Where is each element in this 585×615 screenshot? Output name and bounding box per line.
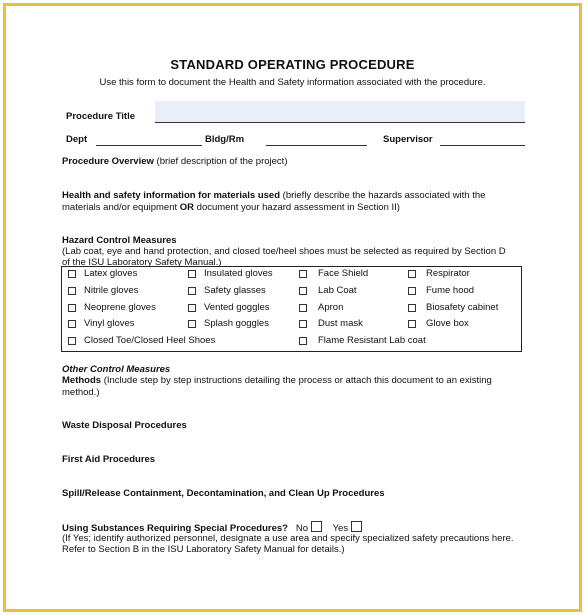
- checkbox-latex-gloves[interactable]: [68, 270, 76, 278]
- checkbox-fume-hood[interactable]: [408, 287, 416, 295]
- health-text2b: OR: [179, 202, 195, 213]
- no-label: No: [295, 523, 309, 534]
- special-line1: (If Yes; identify authorized personnel, designate a use area and specify specialized safety precautions here.: [62, 533, 514, 544]
- checkbox-lab-coat[interactable]: [299, 287, 307, 295]
- document-subtitle: Use this form to document the Health and Safety information associated with the procedure.: [99, 77, 486, 88]
- methods-label: Methods: [62, 375, 102, 386]
- yes-checkbox[interactable]: [351, 521, 362, 532]
- special-line2: Refer to Section B in the ISU Laboratory Safety Manual for details.): [62, 544, 345, 555]
- document-title: STANDARD OPERATING PROCEDURE: [170, 57, 415, 72]
- label-lab-coat: Lab Coat: [318, 285, 357, 296]
- hazard-line2: of the ISU Laboratory Safety Manual.): [62, 257, 222, 268]
- procedure-title-label: Procedure Title: [66, 111, 135, 122]
- health-text1: (briefly describe the hazards associated with the: [280, 190, 486, 201]
- label-respirator: Respirator: [426, 268, 470, 279]
- checkbox-neoprene-gloves[interactable]: [68, 304, 76, 312]
- checkbox-dust-mask[interactable]: [299, 320, 307, 328]
- label-biosafety-cabinet: Biosafety cabinet: [426, 302, 499, 313]
- checkbox-vinyl-gloves[interactable]: [68, 320, 76, 328]
- health-text2a: materials and/or equipment: [62, 202, 180, 213]
- checkbox-insulated-gloves[interactable]: [188, 270, 196, 278]
- health-safety-line1: [62, 190, 485, 202]
- label-fume-hood: Fume hood: [426, 285, 475, 296]
- supervisor-field[interactable]: [440, 145, 525, 146]
- first-aid-heading: First Aid Procedures: [62, 454, 156, 465]
- dept-field[interactable]: [96, 145, 202, 146]
- checkbox-apron[interactable]: [299, 304, 307, 312]
- health-label: Health and safety information for materials used: [62, 190, 281, 201]
- health-safety-line2: [62, 202, 400, 214]
- label-vinyl-gloves: Vinyl gloves: [84, 318, 135, 329]
- label-latex-gloves: Latex gloves: [84, 268, 138, 279]
- checkbox-glove-box[interactable]: [408, 320, 416, 328]
- yes-label: Yes: [332, 523, 349, 534]
- checkbox-biosafety-cabinet[interactable]: [408, 304, 416, 312]
- supervisor-label: Supervisor: [383, 134, 433, 145]
- label-vented-goggles: Vented goggles: [204, 302, 270, 313]
- checkbox-nitrile-gloves[interactable]: [68, 287, 76, 295]
- label-glove-box: Glove box: [426, 318, 469, 329]
- procedure-title-field[interactable]: [155, 101, 525, 122]
- hazard-line1: (Lab coat, eye and hand protection, and closed toe/heel shoes must be selected as required by Section D: [62, 246, 506, 257]
- label-apron: Apron: [318, 302, 344, 313]
- other-control-label: Other Control Measures: [62, 364, 171, 375]
- checkbox-face-shield[interactable]: [299, 270, 307, 278]
- label-flame-resistant-lab-coat: Flame Resistant Lab coat: [318, 335, 426, 346]
- checkbox-safety-glasses[interactable]: [188, 287, 196, 295]
- label-dust-mask: Dust mask: [318, 318, 363, 329]
- bldg-field[interactable]: [266, 145, 367, 146]
- label-insulated-gloves: Insulated gloves: [204, 268, 273, 279]
- methods-line1: [62, 375, 492, 387]
- bldg-label: Bldg/Rm: [205, 134, 245, 145]
- checkbox-respirator[interactable]: [408, 270, 416, 278]
- label-nitrile-gloves: Nitrile gloves: [84, 285, 139, 296]
- dept-label: Dept: [66, 134, 88, 145]
- label-splash-goggles: Splash goggles: [204, 318, 269, 329]
- overview-label: Procedure Overview: [62, 156, 154, 167]
- procedure-title-underline: [155, 122, 525, 123]
- label-safety-glasses: Safety glasses: [204, 285, 266, 296]
- special-label: Using Substances Requiring Special Procedures?: [62, 523, 288, 534]
- label-face-shield: Face Shield: [318, 268, 369, 279]
- waste-disposal-heading: Waste Disposal Procedures: [62, 420, 187, 431]
- methods-line2: method.): [62, 387, 100, 398]
- hazard-label: Hazard Control Measures: [62, 235, 177, 246]
- health-text2c: document your hazard assessment in Section II): [194, 202, 400, 213]
- checkbox-vented-goggles[interactable]: [188, 304, 196, 312]
- checkbox-flame-resistant-lab-coat[interactable]: [299, 337, 307, 345]
- checkbox-splash-goggles[interactable]: [188, 320, 196, 328]
- label-closed-toe-shoes: Closed Toe/Closed Heel Shoes: [84, 335, 216, 346]
- label-neoprene-gloves: Neoprene gloves: [84, 302, 156, 313]
- no-checkbox[interactable]: [311, 521, 322, 532]
- spill-heading: Spill/Release Containment, Decontamination, and Clean Up Procedures: [62, 488, 385, 499]
- checkbox-closed-toe-shoes[interactable]: [68, 337, 76, 345]
- procedure-overview: [62, 156, 287, 168]
- methods-text1: (Include step by step instructions detailing the process or attach this document to an existing: [101, 375, 492, 386]
- overview-hint: (brief description of the project): [153, 156, 288, 167]
